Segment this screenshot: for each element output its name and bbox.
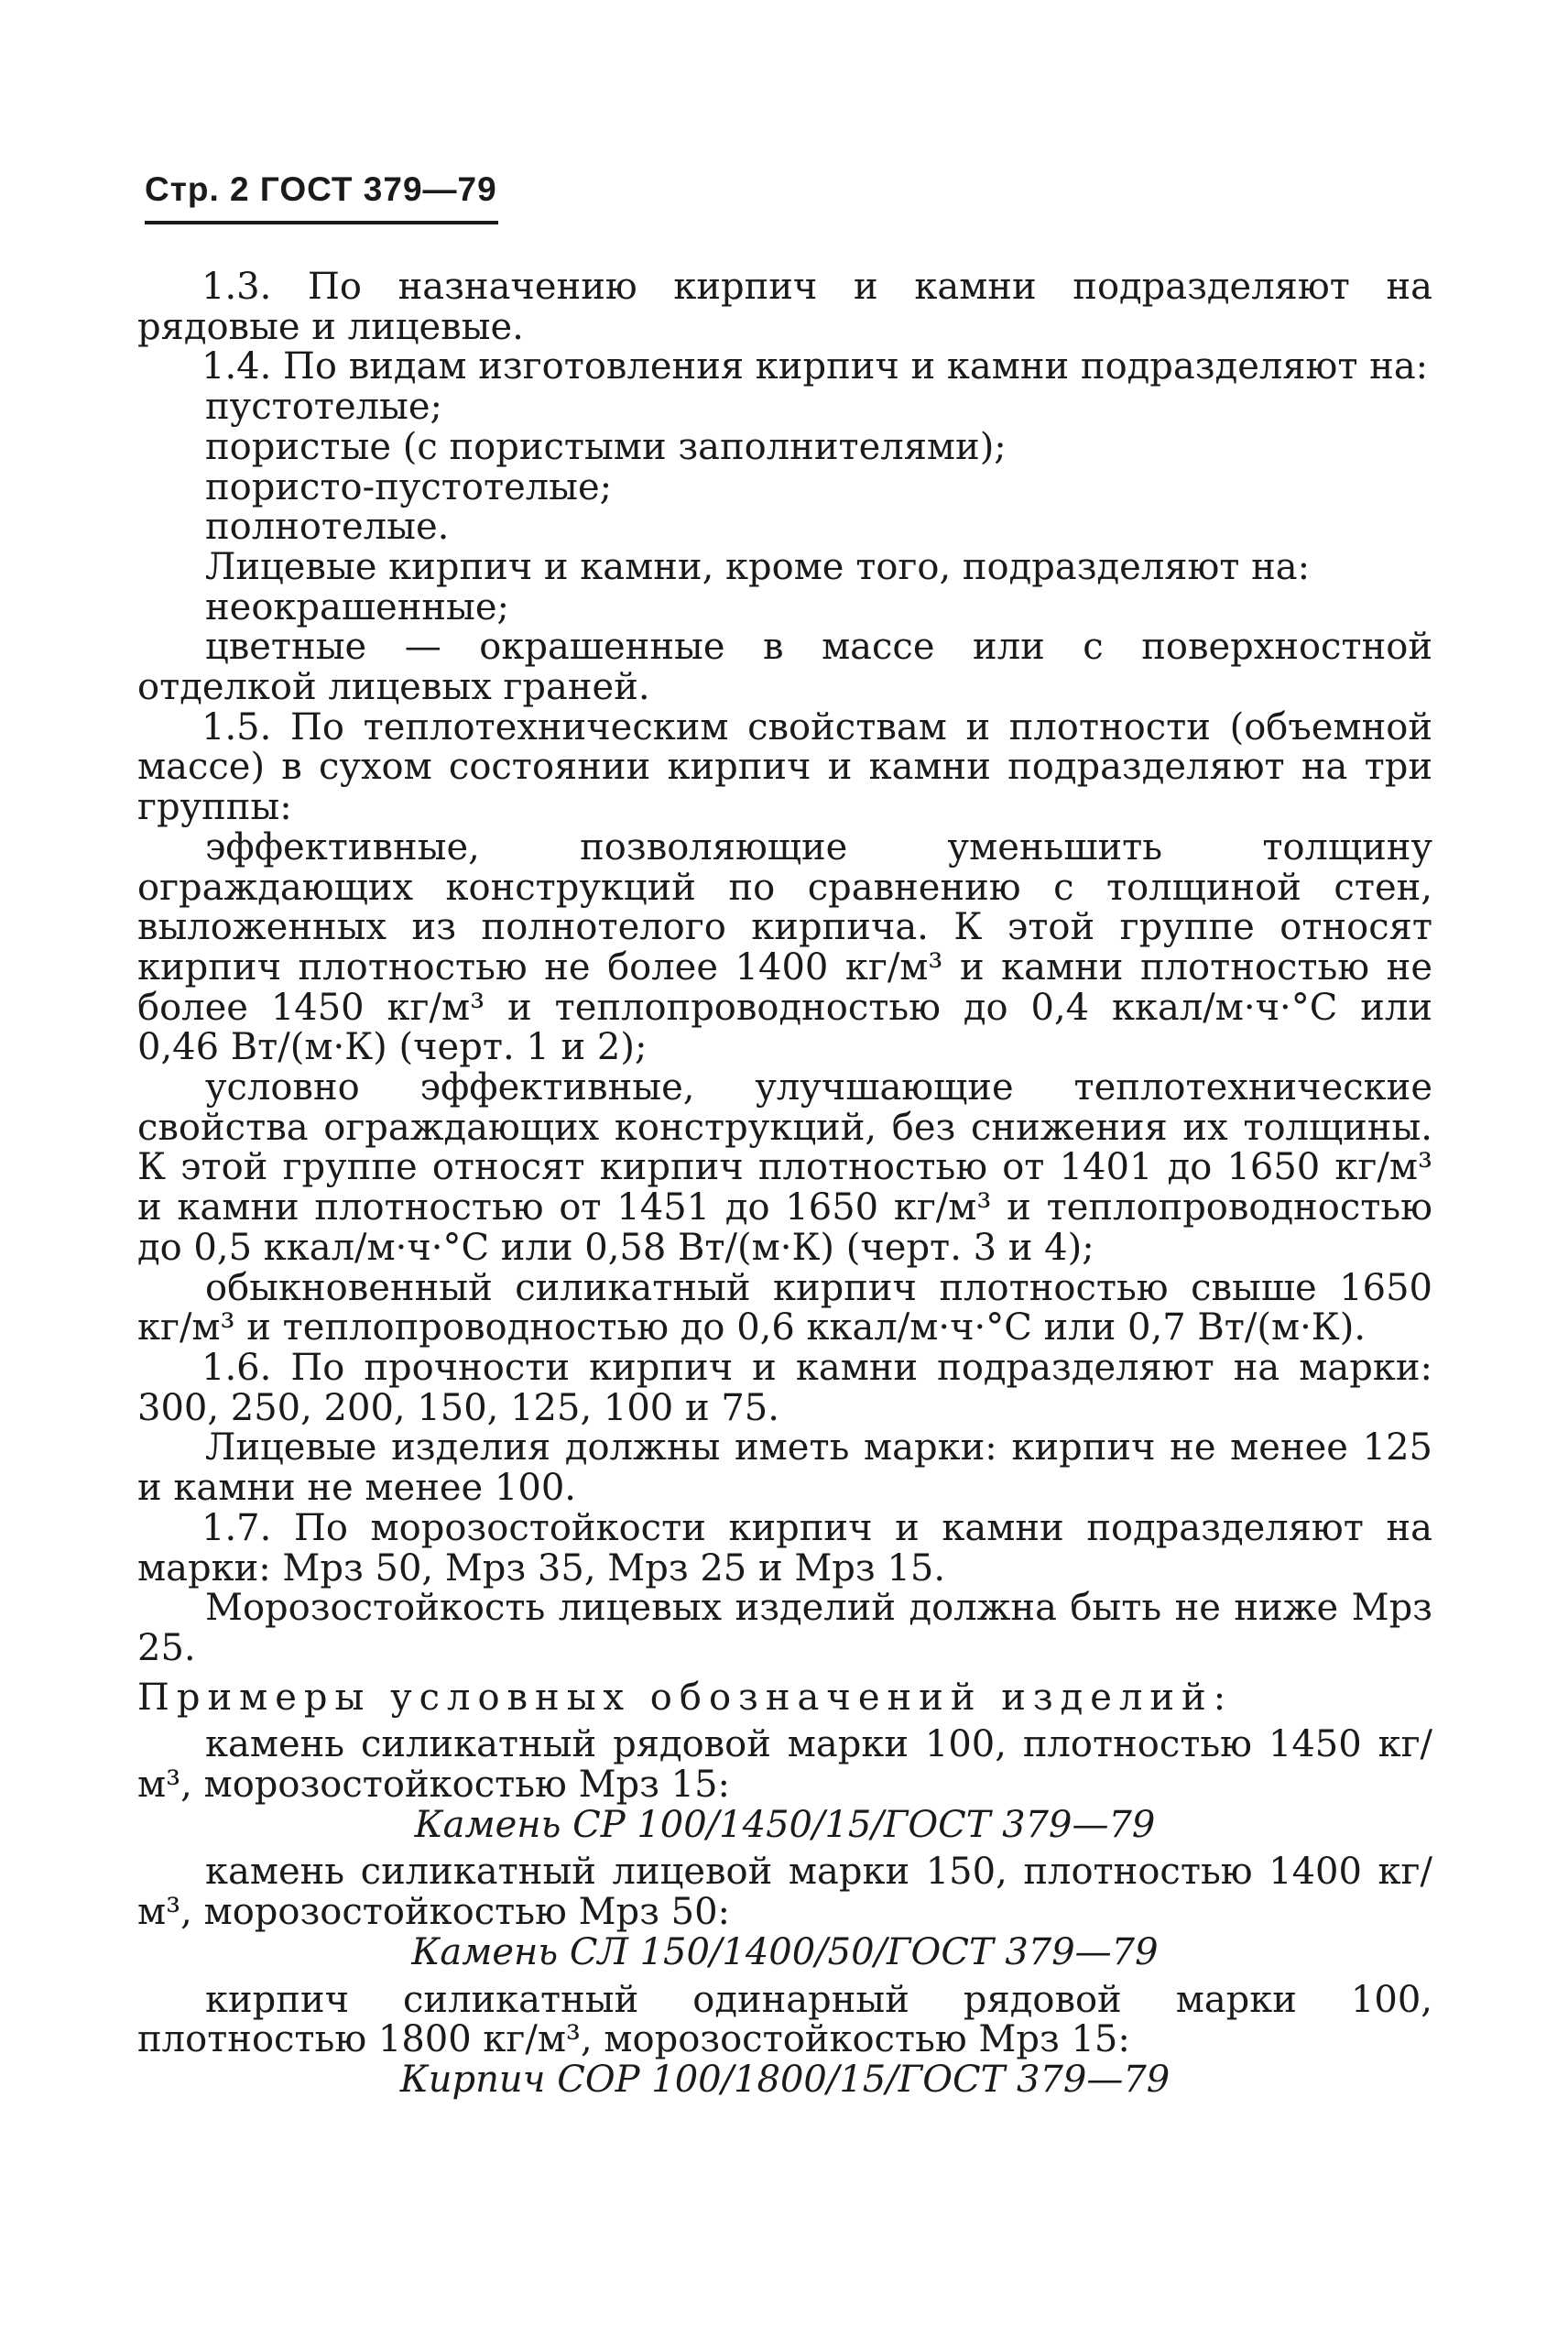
paragraph: Лицевые кирпич и камни, кроме того, подразделяют на:: [205, 545, 1311, 588]
clause-1-3: 1.3. По назначению кирпич и камни подразделяют на рядовые и лицевые.: [137, 266, 1432, 348]
list-item: неокрашенные;: [205, 585, 510, 628]
list-item: цветные — окрашенные в массе или с поверхностной отделкой лицевых граней.: [137, 626, 1432, 709]
list-item: пористые (с пористыми заполнителями);: [205, 425, 1007, 468]
document-body: [137, 268, 1432, 2101]
clause-1-5: 1.5. По теплотехническим свойствам и плотности (объемной массе) в сухом состоянии кирпич и камни подразделяют на три группы:: [137, 705, 1432, 829]
clause-1-6: 1.6. По прочности кирпич и камни подразделяют на марки: 300, 250, 200, 150, 125, 100 и 75.: [137, 1346, 1432, 1429]
clause-1-4: 1.4. По видам изготовления кирпич и камни подразделяют на:: [201, 345, 1429, 388]
list-item: пустотелые;: [205, 386, 443, 429]
examples-heading: Примеры условных обозначений изделий:: [137, 1676, 1234, 1719]
example-designation: Камень СЛ 150/1400/50/ГОСТ 379—79: [411, 1930, 1159, 1973]
example-designation: Кирпич СОР 100/1800/15/ГОСТ 379—79: [399, 2058, 1171, 2101]
example-description: камень силикатный рядовой марки 100, плотностью 1450 кг/м³, морозостойкостью Мрз 15:: [137, 1723, 1432, 1807]
list-item: полнотелые.: [205, 506, 450, 549]
group-ordinary: обыкновенный силикатный кирпич плотностью свыше 1650 кг/м³ и теплопроводностью до 0,6 ккал/м·ч·°С или 0,7 Вт/(м·К).: [137, 1266, 1432, 1349]
page-header: Стр. 2 ГОСТ 379—79: [145, 170, 497, 208]
header-rule: [145, 221, 498, 224]
clause-1-7: 1.7. По морозостойкости кирпич и камни подразделяют на марки: Мрз 50, Мрз 35, Мрз 25 и Мрз 15.: [137, 1506, 1432, 1590]
example-description: кирпич силикатный одинарный рядовой марки 100, плотностью 1800 кг/м³, морозостойкостью Мрз 15:: [137, 1978, 1432, 2061]
group-effective: эффективные, позволяющие уменьшить толщину ограждающих конструкций по сравнению с толщиной стен, выложенных из полнотелого кирпича. К этой группе относят кирпич плотностью не более 1400 кг/м³ и камни плотностью не более 1450 кг/м³ и теплопроводностью до 0,4 ккал/м·ч·°С или 0,46 Вт/(м·К) (черт. 1 и 2);: [137, 825, 1432, 1069]
paragraph: Лицевые изделия должны иметь марки: кирпич не менее 125 и камни не менее 100.: [137, 1426, 1432, 1510]
list-item: пористо-пустотелые;: [205, 465, 613, 508]
paragraph: Морозостойкость лицевых изделий должна быть не ниже Мрз 25.: [137, 1587, 1432, 1669]
example-description: камень силикатный лицевой марки 150, плотностью 1400 кг/м³, морозостойкостью Мрз 50:: [137, 1851, 1432, 1934]
group-conditionally-effective: условно эффективные, улучшающие теплотехнические свойства ограждающих конструкций, без снижения их толщины. К этой группе относят кирпич плотностью от 1401 до 1650 кг/м³ и камни плотностью от 1451 до 1650 кг/м³ и теплопроводностью до 0,5 ккал/м·ч·°С или 0,58 Вт/(м·К) (черт. 3 и 4);: [137, 1066, 1432, 1269]
example-designation: Камень СР 100/1450/15/ГОСТ 379—79: [414, 1803, 1156, 1846]
